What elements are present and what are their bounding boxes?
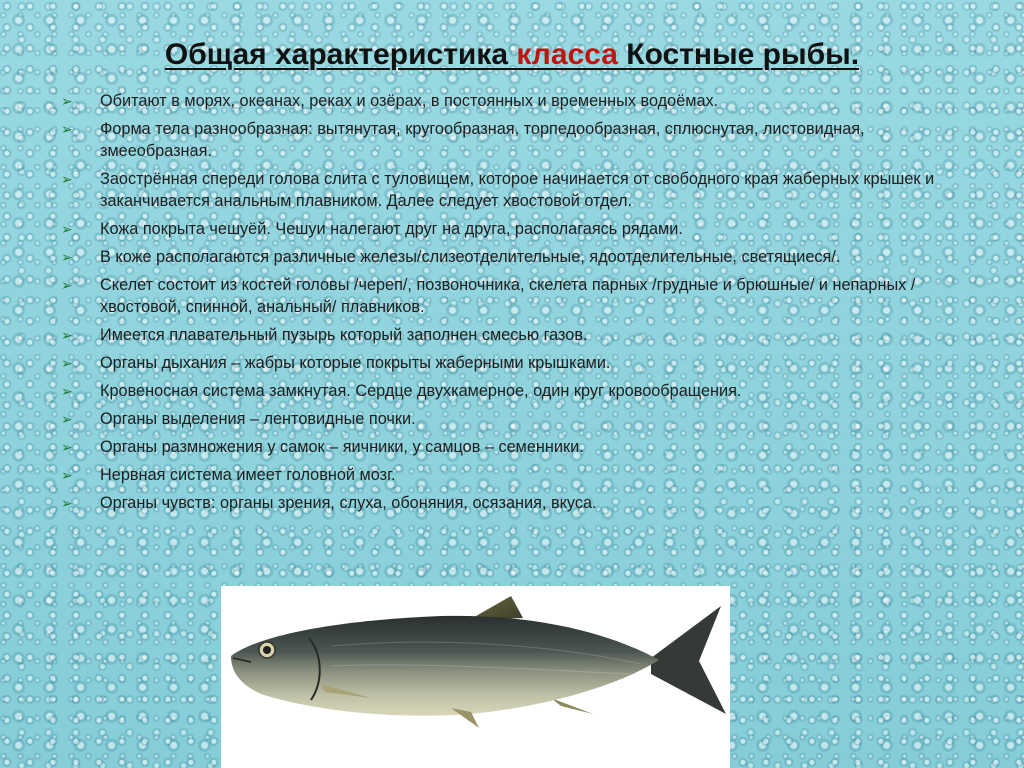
bullet-item <box>60 90 960 112</box>
fish-illustration <box>221 586 730 768</box>
bullet-text: Органы чувств: органы зрения, слуха, обоняния, осязания, вкуса. <box>100 494 597 512</box>
arrow-bullet-icon: ➢ <box>61 121 73 137</box>
bullet-item <box>60 492 960 514</box>
arrow-bullet-icon: ➢ <box>61 495 73 511</box>
arrow-bullet-icon: ➢ <box>61 221 73 237</box>
bullet-text: Органы дыхания – жабры которые покрыты жаберными крышками. <box>100 354 611 372</box>
bullet-item <box>60 246 960 268</box>
bullet-item <box>60 324 960 346</box>
arrow-bullet-icon: ➢ <box>61 327 73 343</box>
arrow-bullet-icon: ➢ <box>61 383 73 399</box>
title-accent-word: класса <box>516 38 618 71</box>
bullet-text: Заострённая спереди голова слита с туловищем, которое начинается от свободного края жаберных крышек и заканчивается анальным плавником. Далее следует хвостовой отдел. <box>100 170 935 210</box>
bullet-text: Органы размножения у самок – яичники, у самцов – семенники. <box>100 438 584 456</box>
bullet-item <box>60 464 960 486</box>
bullet-item <box>60 274 960 318</box>
arrow-bullet-icon: ➢ <box>61 411 73 427</box>
arrow-bullet-icon: ➢ <box>61 467 73 483</box>
bullet-item <box>60 352 960 374</box>
arrow-bullet-icon: ➢ <box>61 355 73 371</box>
bullet-item <box>60 218 960 240</box>
arrow-bullet-icon: ➢ <box>61 249 73 265</box>
bullet-text: Скелет состоит из костей головы /череп/, позвоночника, скелета парных /грудные и брюшные/ и непарных /хвостовой, спинной, анальный/ плавников. <box>100 276 916 316</box>
title-part-1: Общая характеристика <box>164 38 517 71</box>
bullet-text: В коже располагаются различные железы/слизеотделительные, ядоотделительные, светящиеся/. <box>100 248 841 266</box>
bullet-item <box>60 168 960 212</box>
arrow-bullet-icon: ➢ <box>61 439 73 455</box>
arrow-bullet-icon: ➢ <box>61 277 73 293</box>
bullet-text: Имеется плавательный пузырь который заполнен смесью газов. <box>100 326 588 344</box>
title-part-2: Костные рыбы. <box>617 38 860 71</box>
bullet-text: Форма тела разнообразная: вытянутая, кругообразная, торпедообразная, сплюснутая, листовидная, змееобразная. <box>100 120 865 160</box>
bullet-list <box>60 90 960 520</box>
bullet-text: Органы выделения – лентовидные почки. <box>100 410 416 428</box>
slide-title <box>0 38 1024 72</box>
bullet-text: Нервная система имеет головной мозг. <box>100 466 396 484</box>
arrow-bullet-icon: ➢ <box>61 93 73 109</box>
bullet-text: Кровеносная система замкнутая. Сердце двухкамерное, один круг кровообращения. <box>100 382 742 400</box>
bullet-item <box>60 408 960 430</box>
bullet-text: Кожа покрыта чешуёй. Чешуи налегают друг на друга, располагаясь рядами. <box>100 220 683 238</box>
bullet-text: Обитают в морях, океанах, реках и озёрах, в постоянных и временных водоёмах. <box>100 92 719 110</box>
bullet-item <box>60 436 960 458</box>
fish-image <box>221 586 730 768</box>
bullet-item <box>60 380 960 402</box>
bullet-item <box>60 118 960 162</box>
arrow-bullet-icon: ➢ <box>61 171 73 187</box>
